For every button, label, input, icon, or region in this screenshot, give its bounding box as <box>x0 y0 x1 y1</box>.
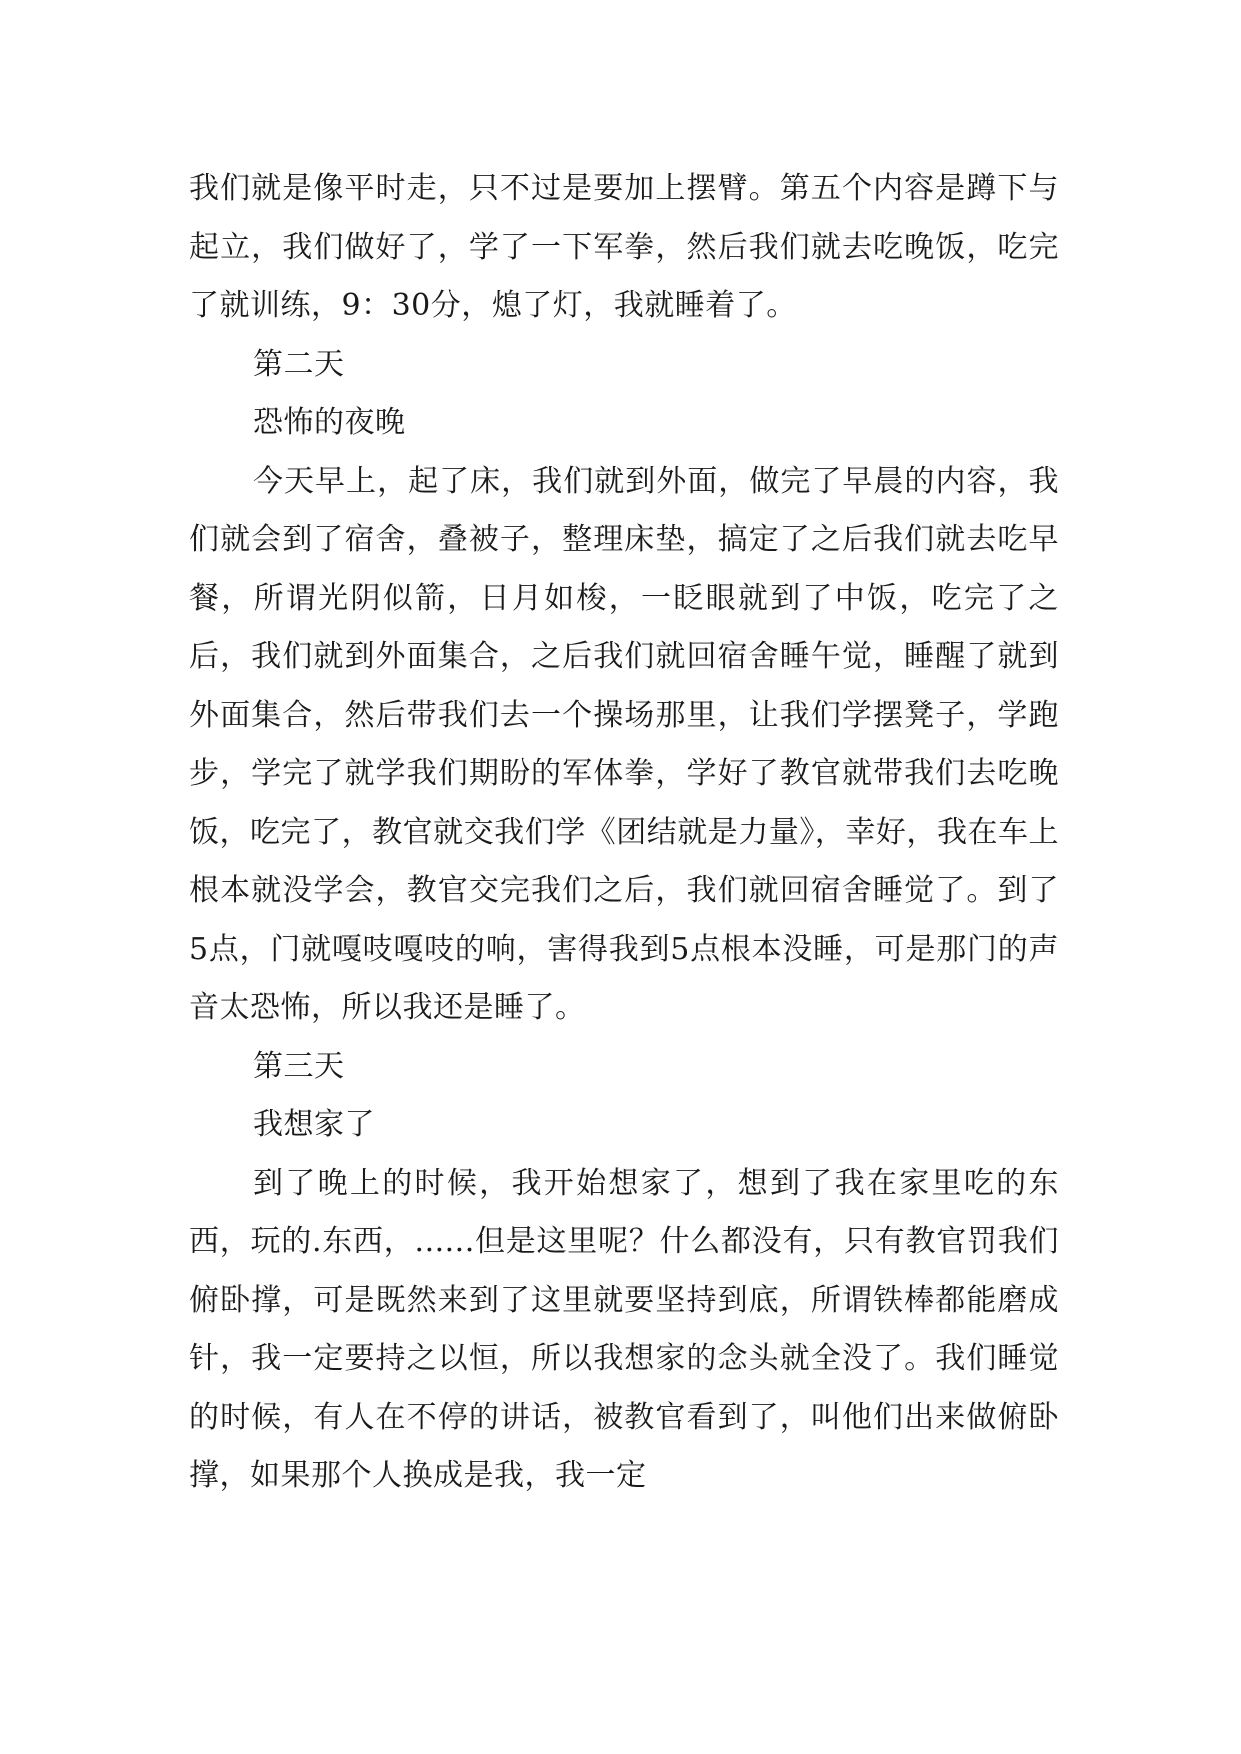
section-heading: 第三天 <box>253 1048 345 1084</box>
document-body <box>189 160 1059 1506</box>
paragraph: 今天早上，起了床，我们就到外面，做完了早晨的内容，我们就会到了宿舍，叠被子，整理床垫，搞定了之后我们就去吃早餐，所谓光阴似箭，日月如梭，一眨眼就到了中饭，吃完了之后，我们就到外面集合，之后我们就回宿舍睡午觉，睡醒了就到外面集合，然后带我们去一个操场那里，让我们学摆凳子，学跑步，学完了就学我们期盼的军体拳，学好了教官就带我们去吃晚饭，吃完了，教官就交我们学《团结就是力量》，幸好，我在车上根本就没学会，教官交完我们之后，我们就回宿舍睡觉了。到了5点，门就嘎吱嘎吱的响，害得我到5点根本没睡，可是那门的声音太恐怖，所以我还是睡了。 <box>189 463 1059 1025</box>
section-title: 我想家了 <box>253 1107 375 1142</box>
paragraph: 我们就是像平时走，只不过是要加上摆臂。第五个内容是蹲下与起立，我们做好了，学了一下军拳，然后我们就去吃晚饭，吃完了就训练，9：30分，熄了灯，我就睡着了。 <box>189 171 1059 323</box>
paragraph: 到了晚上的时候，我开始想家了，想到了我在家里吃的东西，玩的.东西，......但是这里呢？什么都没有，只有教官罚我们俯卧撑，可是既然来到了这里就要坚持到底，所谓铁棒都能磨成针，我一定要持之以恒，所以我想家的念头就全没了。我们睡觉的时候，有人在不停的讲话，被教官看到了，叫他们出来做俯卧撑，如果那个人换成是我，我一定 <box>189 1165 1059 1493</box>
section-heading: 第二天 <box>253 346 345 382</box>
section-title: 恐怖的夜晚 <box>253 405 406 440</box>
